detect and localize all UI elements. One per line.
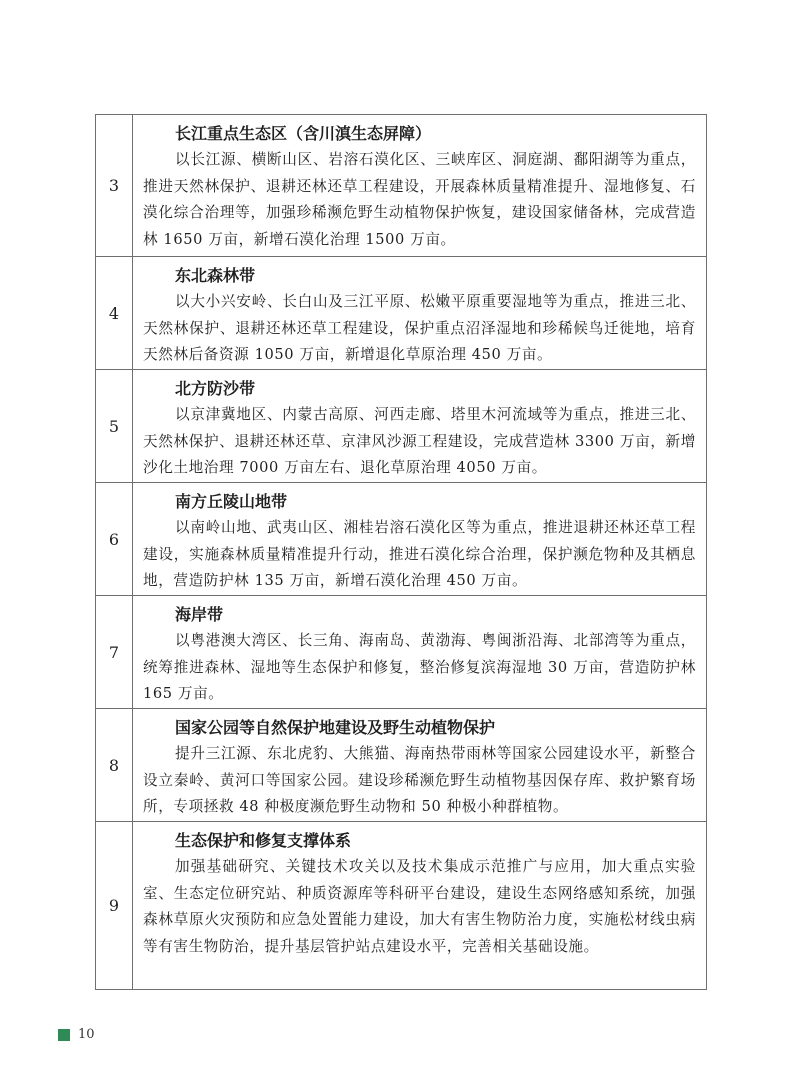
row-content xyxy=(133,483,706,595)
row-number: 8 xyxy=(96,709,133,821)
table-row xyxy=(96,257,706,370)
row-title: 生态保护和修复支撑体系 xyxy=(175,831,352,850)
row-body: 以长江源、横断山区、岩溶石漠化区、三峡库区、洞庭湖、鄱阳湖等为重点，推进天然林保护、退耕还林还草工程建设，开展森林质量精准提升、湿地修复、石漠化综合治理等，加强珍稀濒危野生动植物保护恢复，建设国家储备林，完成营造林 1650 万亩，新增石漠化治理 1500 万亩。 xyxy=(143,151,696,248)
row-body: 以京津冀地区、内蒙古高原、河西走廊、塔里木河流域等为重点，推进三北、天然林保护、退耕还林还草、京津风沙源工程建设，完成营造林 3300 万亩，新增沙化土地治理 7000 万亩左右、退化草原治理 4050 万亩。 xyxy=(143,406,696,476)
row-body: 以大小兴安岭、长白山及三江平原、松嫩平原重要湿地等为重点，推进三北、天然林保护、退耕还林还草工程建设，保护重点沼泽湿地和珍稀候鸟迁徙地，培育天然林后备资源 1050 万亩，新增退化草原治理 450 万亩。 xyxy=(143,293,696,363)
row-number: 3 xyxy=(96,115,133,256)
footer-marker xyxy=(58,1029,70,1041)
table-row xyxy=(96,370,706,483)
table-row xyxy=(96,709,706,822)
table-row xyxy=(96,483,706,596)
row-number: 4 xyxy=(96,257,133,369)
row-title: 海岸带 xyxy=(175,605,224,624)
row-body: 提升三江源、东北虎豹、大熊猫、海南热带雨林等国家公园建设水平，新整合设立秦岭、黄河口等国家公园。建设珍稀濒危野生动植物基因保存库、救护繁育场所，专项拯救 48 种极度濒危野生动物和 50 种极小种群植物。 xyxy=(143,745,696,815)
table-row xyxy=(96,115,706,257)
row-content xyxy=(133,257,706,369)
row-body: 以粤港澳大湾区、长三角、海南岛、黄渤海、粤闽浙沿海、北部湾等为重点，统筹推进森林、湿地等生态保护和修复，整治修复滨海湿地 30 万亩，营造防护林 165 万亩。 xyxy=(143,632,696,702)
row-title: 长江重点生态区（含川滇生态屏障） xyxy=(175,124,432,143)
page-footer xyxy=(58,1027,95,1042)
row-content xyxy=(133,709,706,821)
row-number: 9 xyxy=(96,822,133,989)
row-title: 北方防沙带 xyxy=(175,379,256,398)
row-number: 5 xyxy=(96,370,133,482)
row-content xyxy=(133,822,706,989)
table-row xyxy=(96,596,706,709)
row-number: 6 xyxy=(96,483,133,595)
row-body: 以南岭山地、武夷山区、湘桂岩溶石漠化区等为重点，推进退耕还林还草工程建设，实施森林质量精准提升行动，推进石漠化综合治理，保护濒危物种及其栖息地，营造防护林 135 万亩，新增石漠化治理 450 万亩。 xyxy=(143,519,696,589)
row-title: 南方丘陵山地带 xyxy=(175,492,288,511)
row-title: 东北森林带 xyxy=(175,266,256,285)
row-body: 加强基础研究、关键技术攻关以及技术集成示范推广与应用，加大重点实验室、生态定位研究站、种质资源库等科研平台建设，建设生态网络感知系统，加强森林草原火灾预防和应急处置能力建设，加大有害生物防治力度，实施松材线虫病等有害生物防治，提升基层管护站点建设水平，完善相关基础设施。 xyxy=(143,858,696,955)
page-number: 10 xyxy=(78,1027,95,1042)
ecological-projects-table xyxy=(95,114,707,990)
row-content xyxy=(133,115,706,256)
table-row xyxy=(96,822,706,989)
row-content xyxy=(133,596,706,708)
row-content xyxy=(133,370,706,482)
row-title: 国家公园等自然保护地建设及野生动植物保护 xyxy=(175,718,496,737)
row-number: 7 xyxy=(96,596,133,708)
